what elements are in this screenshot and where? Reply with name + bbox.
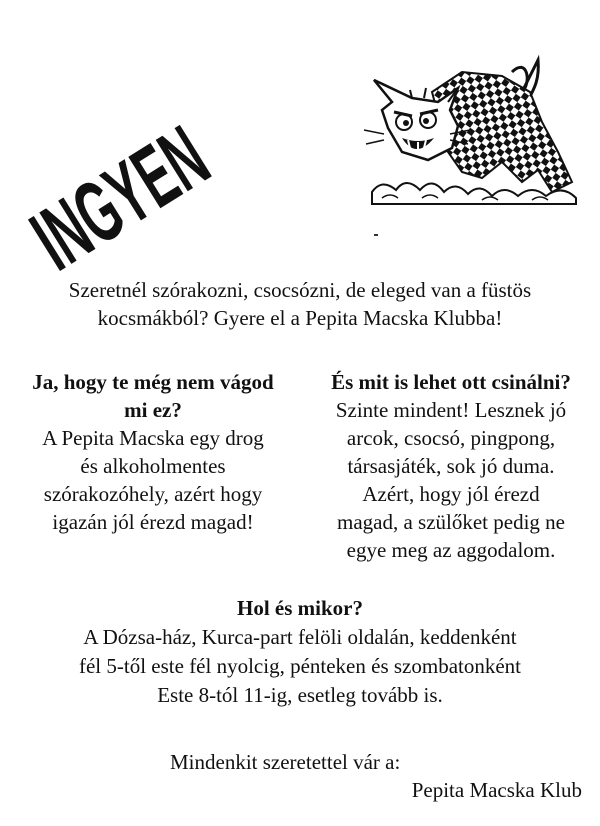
right-text-line: Szinte mindent! Lesznek jó [335,398,567,422]
checkered-cat-icon [362,52,590,212]
left-heading-line: Ja, hogy te még nem vágod [32,370,274,394]
speck [374,234,378,236]
intro-line: kocsmákból? Gyere el a Pepita Macska Klubba! [97,306,503,330]
intro-paragraph [20,276,580,332]
signoff-greeting: Mindenkit szeretettel vár a: [170,750,401,774]
where-text-line: Este 8-tól 11-ig, esetleg tovább is. [157,683,443,707]
right-heading: És mit is lehet ott csinálni? [331,370,571,394]
where-text-line: A Dózsa-ház, Kurca-part felöli oldalán, keddenként [83,625,517,649]
intro-line: Szeretnél szórakozni, csocsózni, de eleged van a füstös [68,278,532,302]
where-heading: Hol és mikor? [237,596,363,620]
headline [0,0,260,289]
left-heading-line: mi ez? [124,398,182,422]
right-text-line: arcok, csocsó, pingpong, [346,426,556,450]
where-when-section [20,594,580,710]
left-text-line: szórakozóhely, azért hogy [43,482,263,506]
where-text-line: fél 5-től este fél nyolcig, pénteken és szombatonként [78,654,522,678]
left-column [14,368,292,536]
left-text-line: és alkoholmentes [80,454,226,478]
headline-text: INGYEN [14,106,225,289]
left-heading [14,368,292,424]
right-text-line: egye meg az aggodalom. [346,538,556,562]
right-text [312,396,590,564]
where-text [20,623,580,710]
right-text-line: magad, a szülőket pedig ne [336,510,565,534]
left-text-line: igazán jól érezd magad! [52,510,254,534]
left-text-line: A Pepita Macska egy drog [42,426,264,450]
left-text [14,424,292,536]
right-text-line: társasjáték, sok jó duma. [347,454,555,478]
right-column [312,368,590,564]
right-text-line: Azért, hogy jól érezd [362,482,540,506]
signoff-club-name: Pepita Macska Klub [411,778,582,802]
